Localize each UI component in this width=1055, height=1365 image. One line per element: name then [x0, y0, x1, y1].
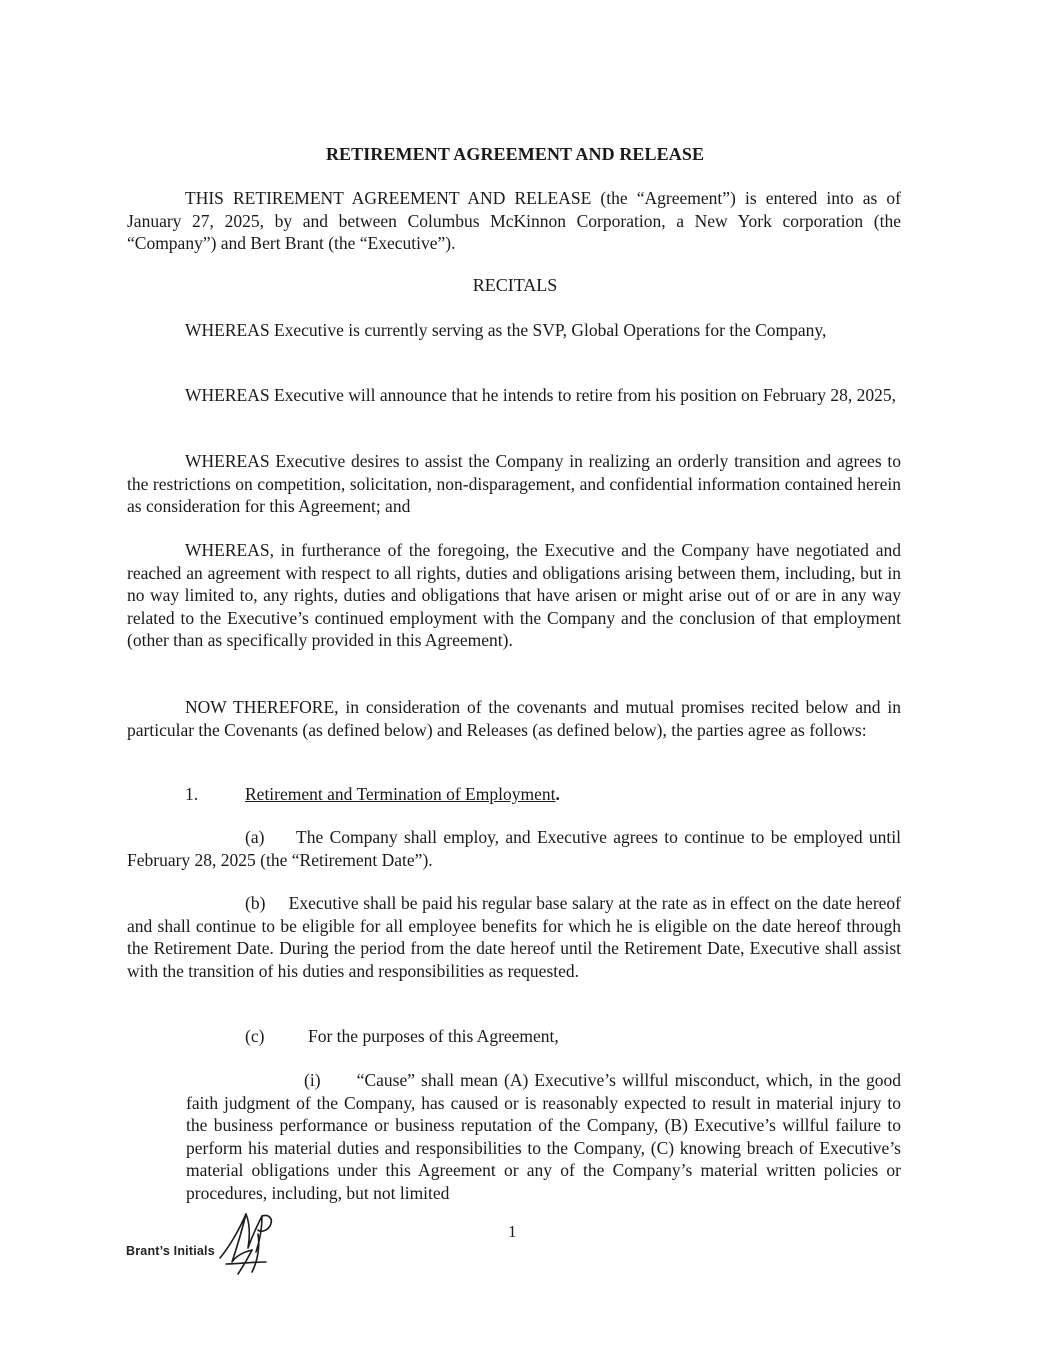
whereas-paragraph-4: WHEREAS, in furtherance of the foregoing, the Executive and the Company have negotiated and reached an agreement with respect to all rights, duties and obligations arising between them, including, but in no way limited to, any rights, duties and obligations that have arisen or might arise out of or are in any way related to the Executive’s continued employment with the Company and the conclusion of that employment (other than as specifically provided in this Agreement). [127, 540, 901, 651]
clause-c-text: For the purposes of this Agreement, [308, 1026, 559, 1046]
initials-label: Brant’s Initials [126, 1244, 215, 1258]
clause-a: (a) The Company shall employ, and Executive agrees to continue to be employed until February 28, 2025 (the “Retirement Date”). [127, 827, 901, 870]
whereas-paragraph-1: WHEREAS Executive is currently serving as the SVP, Global Operations for the Company, [185, 320, 827, 340]
recitals-heading: RECITALS [472, 275, 558, 295]
whereas-paragraph-3: WHEREAS Executive desires to assist the Company in realizing an orderly transition and agrees to the restrictions on competition, solicitation, non-disparagement, and confidential information contained herein as consideration for this Agreement; and [127, 451, 901, 517]
document-title: RETIREMENT AGREEMENT AND RELEASE [325, 144, 705, 164]
intro-paragraph: THIS RETIREMENT AGREEMENT AND RELEASE (the “Agreement”) is entered into as of January 27, 2025, by and between Columbus McKinnon Corporation, a New York corporation (the “Company”) and Bert Brant (the “Executive”). [127, 188, 901, 254]
initials-block [126, 1212, 286, 1282]
handwritten-initials-signature [216, 1206, 278, 1276]
section-1-period: . [555, 784, 560, 804]
section-1-heading [185, 784, 560, 805]
clause-c-mark: (c) [245, 1026, 265, 1046]
clause-b: (b) Executive shall be paid his regular base salary at the rate as in effect on the date hereof and shall continue to be eligible for all employee benefits for which he is eligible on the date hereof through the Retirement Date. During the period from the date hereof until the Retirement Date, Executive shall assist with the transition of his duties and responsibilities as requested. [127, 893, 901, 981]
clause-i: (i) “Cause” shall mean (A) Executive’s willful misconduct, which, in the good faith judgment of the Company, has caused or is reasonably expected to result in material injury to the business performance or business reputation of the Company, (B) Executive’s willful failure to perform his material duties and responsibilities to the Company, (C) knowing breach of Executive’s material obligations under this Agreement or any of the Company’s material written policies or procedures, including, but not limited [186, 1070, 901, 1203]
whereas-paragraph-2: WHEREAS Executive will announce that he intends to retire from his position on February 28, 2025, [185, 385, 897, 405]
page-number: 1 [508, 1222, 517, 1241]
now-therefore-paragraph: NOW THEREFORE, in consideration of the covenants and mutual promises recited below and in particular the Covenants (as defined below) and Releases (as defined below), the parties agree as follows: [127, 697, 901, 740]
clause-c [245, 1026, 559, 1047]
section-1-number: 1. [185, 784, 199, 804]
section-1-title: Retirement and Termination of Employment [245, 784, 556, 804]
